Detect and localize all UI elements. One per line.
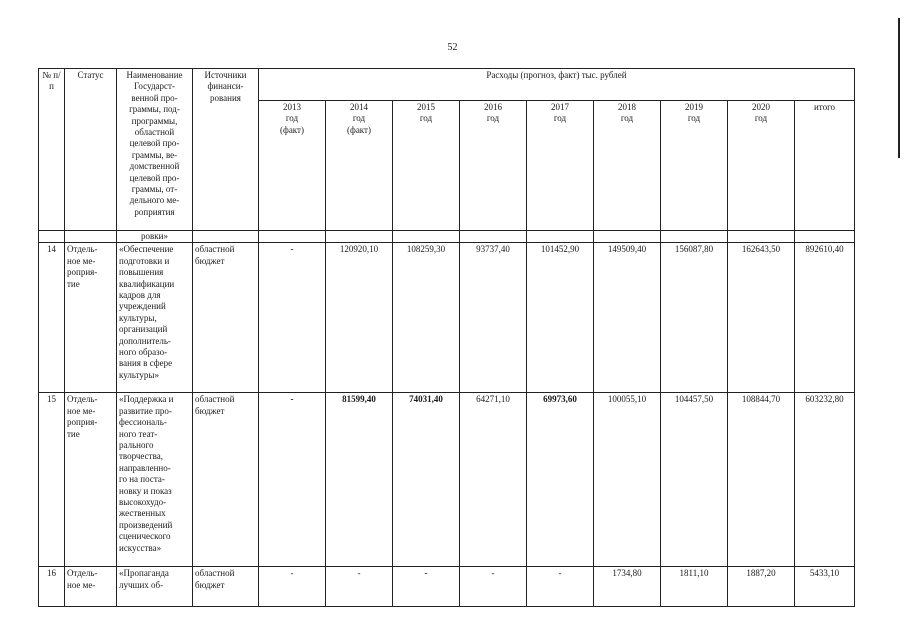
table-row [39, 393, 855, 567]
header-year: 2020 год [728, 101, 795, 231]
row-value: 120920,10 [326, 243, 393, 393]
row-name: «Поддержка и развитие про- фессиональ- ного теат- рального творчества, направленно- го на поста- новку и показ высокохудо- жественных произведений сценического искусства» [117, 393, 193, 567]
row-value: 108259,30 [393, 243, 460, 393]
header-name-line: роприятия [134, 206, 175, 217]
row-source: областной бюджет [193, 243, 259, 393]
header-source [193, 69, 259, 231]
header-year: 2017 год [527, 101, 594, 231]
header-status: Статус [65, 69, 117, 231]
header-name-line: Государст- [134, 81, 175, 92]
row-num: 14 [39, 243, 65, 393]
row-value: 156087,80 [661, 243, 728, 393]
header-name-line: домственной [129, 161, 180, 172]
row-value: - [527, 567, 594, 607]
header-name-line: граммы, ве- [131, 149, 178, 160]
header-total: итого [795, 101, 855, 231]
header-year: 2015 год [393, 101, 460, 231]
row-value: 162643,50 [728, 243, 795, 393]
header-num: № п/п [39, 69, 65, 231]
row-num: 16 [39, 567, 65, 607]
row-status: Отдель- ное ме- роприя- тие [65, 393, 117, 567]
header-year: 2014 год (факт) [326, 101, 393, 231]
row-name: «Пропаганда лучших об- [117, 567, 193, 607]
row-name: «Обеспечение подготовки и повышения квалификации кадров для учреждений культуры, организаций дополнитель- ного образо- вания в сфере культуры» [117, 243, 193, 393]
header-name-line: венной про- [131, 92, 178, 103]
header-name-tail: ровки» [117, 231, 193, 243]
header-row-1 [39, 69, 855, 101]
header-source-line: рования [210, 92, 241, 103]
row-value: 74031,40 [393, 393, 460, 567]
header-tail-row [39, 231, 855, 243]
row-value: - [393, 567, 460, 607]
row-value: - [460, 567, 527, 607]
row-source: областной бюджет [193, 393, 259, 567]
row-value: 1734,80 [594, 567, 661, 607]
table-row [39, 243, 855, 393]
header-year: 2016 год [460, 101, 527, 231]
header-name-line: Наименование [126, 70, 183, 80]
row-value: 69973,60 [527, 393, 594, 567]
header-year: 2018 год [594, 101, 661, 231]
row-value: 93737,40 [460, 243, 527, 393]
header-name-line: целевой про- [129, 172, 180, 183]
row-total: 5433,10 [795, 567, 855, 607]
row-total: 892610,40 [795, 243, 855, 393]
header-year: 2019 год [661, 101, 728, 231]
header-name-line: областной [134, 127, 175, 138]
header-expenses: Расходы (прогноз, факт) тыс. рублей [259, 69, 855, 101]
row-value: 104457,50 [661, 393, 728, 567]
row-value: - [259, 243, 326, 393]
row-status: Отдель- ное ме- [65, 567, 117, 607]
row-status: Отдель- ное ме- роприя- тие [65, 243, 117, 393]
header-name [117, 69, 193, 231]
header-source-line: финанси- [207, 81, 244, 92]
row-total: 603232,80 [795, 393, 855, 567]
row-value: 1887,20 [728, 567, 795, 607]
header-year: 2013 год (факт) [259, 101, 326, 231]
header-name-line: дельного ме- [129, 195, 180, 206]
row-value: 100055,10 [594, 393, 661, 567]
row-value: - [259, 567, 326, 607]
row-value: - [326, 567, 393, 607]
budget-table [38, 68, 855, 607]
row-value: 64271,10 [460, 393, 527, 567]
row-value: 108844,70 [728, 393, 795, 567]
scan-edge-line [898, 18, 900, 158]
row-num: 15 [39, 393, 65, 567]
page-number: 52 [447, 42, 458, 53]
row-value: 1811,10 [661, 567, 728, 607]
row-value: - [259, 393, 326, 567]
header-name-line: целевой про- [129, 138, 180, 149]
header-name-line: программы, [131, 115, 178, 126]
header-name-line: граммы, под- [129, 104, 180, 115]
header-name-line: граммы, от- [131, 184, 178, 195]
row-value: 101452,90 [527, 243, 594, 393]
row-value: 149509,40 [594, 243, 661, 393]
header-source-line: Источники [204, 70, 247, 80]
row-source: областной бюджет [193, 567, 259, 607]
row-value: 81599,40 [326, 393, 393, 567]
table-row [39, 567, 855, 607]
